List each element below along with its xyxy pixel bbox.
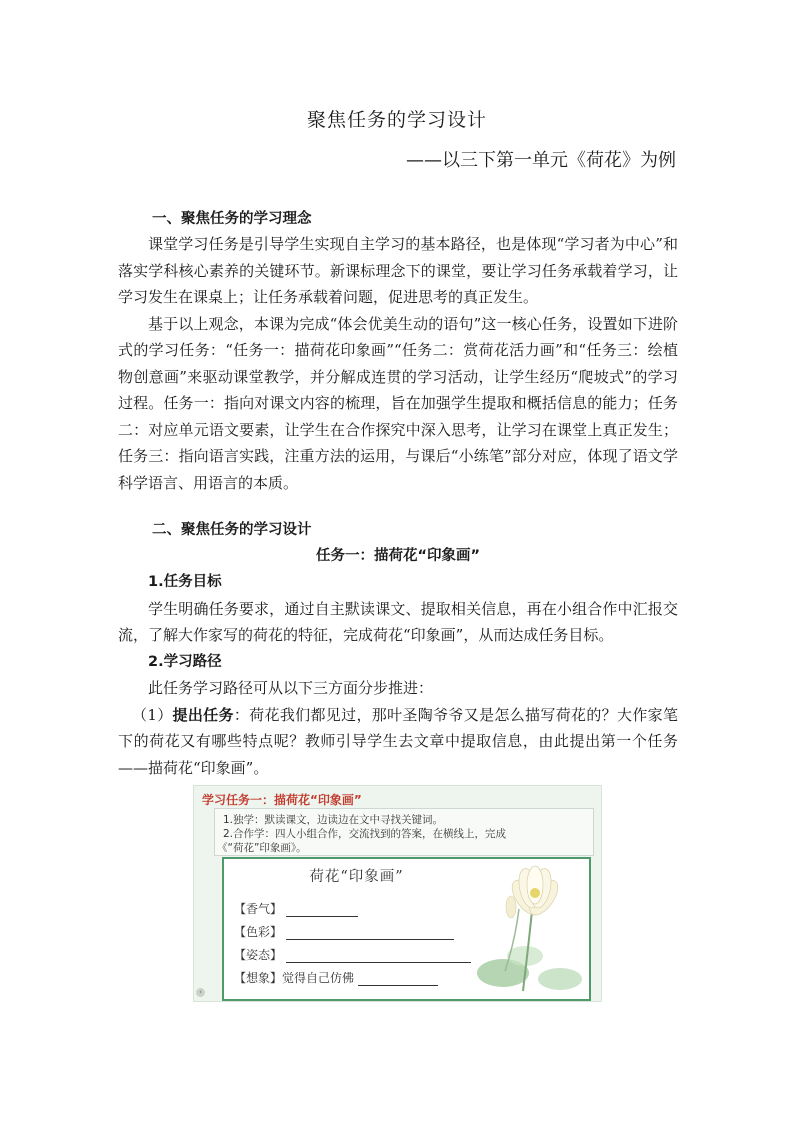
subheading-task-goal: 1.任务目标 — [148, 574, 222, 590]
row-label-fragrance: 【香气】 — [234, 902, 283, 916]
section-1-paragraph-1: 课堂学习任务是引导学生实现自主学习的基本路径，也是体现“学习者为中心”和落实学科核心素养的关键环节。新课标理念下的课堂，要让学习任务承载着学习，让学习发生在课桌上；让任务承载着问题，促进思考的真正发生。 — [118, 235, 678, 306]
section-1-heading: 一、聚焦任务的学习理念 — [152, 211, 312, 227]
task-title: 任务一：描荷花“印象画” — [315, 548, 481, 564]
section-1 — [118, 207, 678, 496]
slide-heading: 学习任务一：描荷花“印象画” — [202, 793, 362, 807]
slide-instructions-box — [214, 808, 594, 856]
step-1-number: （1） — [132, 705, 173, 724]
document-subtitle: ——以三下第一单元《荷花》为例 — [406, 150, 676, 171]
section-2 — [118, 517, 678, 781]
step-1-text: ：荷花我们都见过，那叶圣陶爷爷又是怎么描写荷花的？大作家笔下的荷花又有哪些特点呢？教师引导学生去文章中提取信息，由此提出第一个任务——描荷花“印象画”。 — [118, 705, 678, 777]
section-2-heading: 二、聚焦任务的学习设计 — [152, 522, 312, 538]
task-goal-paragraph: 学生明确任务要求，通过自主默读课文、提取相关信息，再在小组合作中汇报交流，了解大作家写的荷花的特征，完成荷花“印象画”，从而达成任务目标。 — [118, 599, 678, 644]
worksheet-row-color — [234, 923, 454, 940]
worksheet-row-posture — [234, 946, 471, 963]
step-1-label: 提出任务 — [172, 705, 234, 724]
blank-line — [286, 927, 454, 940]
slide-instruction-1: 1.独学：默读课文，边读边在文中寻找关键词。 — [223, 814, 444, 826]
worksheet-title: 荷花“印象画” — [309, 869, 404, 885]
blank-line — [358, 973, 438, 986]
row-label-color: 【色彩】 — [234, 925, 283, 939]
section-1-paragraph-2: 基于以上观念，本课为完成“体会优美生动的语句”这一核心任务，设置如下进阶式的学习任务：“任务一：描荷花印象画”“任务二：赏荷花活力画”和“任务三：绘植物创意画”来驱动课堂教学，并分解成连贯的学习活动，让学生经历“爬坡式”的学习过程。任务一：指向对课文内容的梳理，旨在加强学生提取和概括信息的能力；任务二：对应单元语文要素，让学生在合作探究中深入思考，让学习在课堂上真正发生；任务三：指向语言实践，注重方法的运用，与课后“小练笔”部分对应，体现了语文学科学语言、用语言的本质。 — [118, 314, 678, 492]
worksheet-card — [222, 857, 591, 1001]
blank-line — [286, 904, 358, 917]
subheading-learning-path: 2.学习路径 — [148, 653, 222, 670]
row-label-imagination: 【想象】觉得自己仿佛 — [234, 971, 355, 985]
step-1-paragraph — [118, 702, 678, 782]
slide-scroll-indicator-icon: ‹ — [196, 988, 205, 997]
row-label-posture: 【姿态】 — [234, 948, 283, 962]
blank-line — [286, 950, 471, 963]
slide-instruction-2: 2.合作学：四人小组合作，交流找到的答案，在横线上，完成 — [223, 828, 507, 840]
learning-path-paragraph: 此任务学习路径可从以下三方面分步推进： — [148, 679, 434, 697]
slide-instruction-3: 《“荷花”印象画》。 — [217, 842, 307, 854]
worksheet-row-fragrance — [234, 900, 358, 917]
lotus-illustration-icon — [475, 861, 585, 996]
lesson-slide-image — [193, 785, 602, 1002]
document-title: 聚焦任务的学习设计 — [306, 109, 487, 131]
worksheet-row-imagination — [234, 969, 438, 986]
